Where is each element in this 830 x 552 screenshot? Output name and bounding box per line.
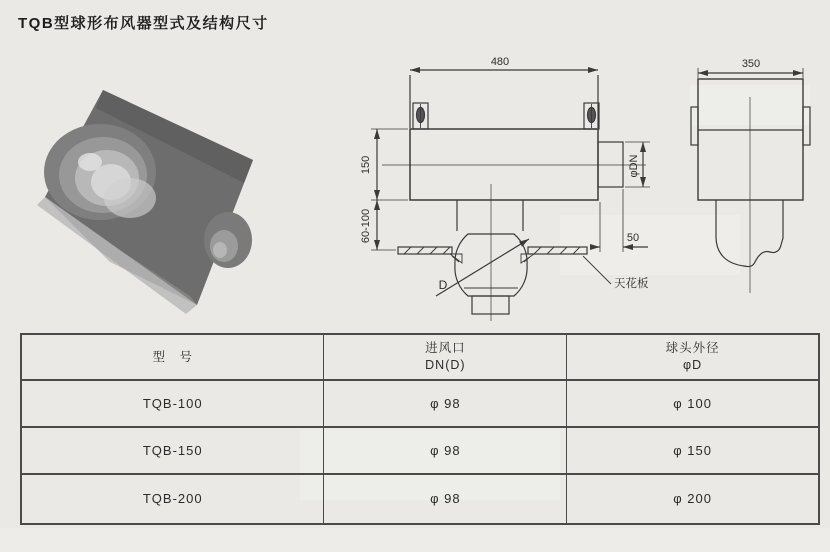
dim-50-label: 50	[626, 232, 640, 244]
table-row-3-inlet	[324, 475, 567, 523]
inlet-value: φ 98	[430, 442, 461, 458]
page-title: TQB型球形布风器型式及结构尺寸	[18, 15, 269, 32]
column-header-inlet	[324, 335, 567, 381]
product-photo	[37, 90, 253, 314]
inlet-value: φ 98	[430, 491, 461, 507]
column-header-inlet-line2: DN(D)	[425, 358, 466, 372]
dim-480-label: 480	[490, 56, 510, 68]
front-view-drawing	[371, 70, 650, 321]
model-value: TQB-150	[142, 442, 203, 458]
ball-value: φ 100	[673, 395, 712, 411]
column-header-model	[22, 335, 324, 381]
column-header-inlet-line1: 进风口	[425, 341, 466, 356]
dim-150-label: 150	[360, 155, 372, 175]
table-row-2-ball	[567, 428, 818, 475]
model-value: TQB-200	[142, 491, 203, 507]
spec-table	[20, 333, 820, 525]
table-row-1-ball	[567, 381, 818, 428]
column-header-ball-line1: 球头外径	[665, 341, 720, 356]
dim-60-100-label: 60-100	[360, 208, 372, 244]
ball-value: φ 150	[673, 442, 712, 458]
dim-350-label: 350	[741, 58, 761, 70]
column-header-ball-line2: φD	[683, 358, 703, 372]
table-row-2-inlet	[324, 428, 567, 475]
model-value: TQB-100	[142, 395, 203, 411]
table-row-1-model	[22, 381, 324, 428]
table-row-1-inlet	[324, 381, 567, 428]
inlet-value: φ 98	[430, 395, 461, 411]
dim-phi-dn-label: φDN	[628, 154, 640, 178]
table-row-3-ball	[567, 475, 818, 523]
column-header-ball-diameter	[567, 335, 818, 381]
table-row-2-model	[22, 428, 324, 475]
ball-value: φ 200	[673, 491, 712, 507]
ceiling-label: 天花板	[614, 278, 649, 290]
column-header-model-text: 型 号	[152, 349, 193, 364]
ball-diameter-d-label: D	[438, 278, 448, 292]
table-row-3-model	[22, 475, 324, 523]
